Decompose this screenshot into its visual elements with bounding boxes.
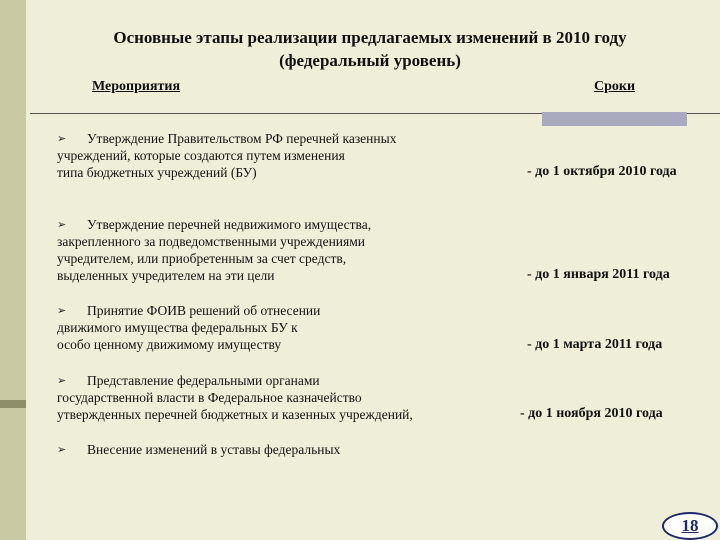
item-term: - до 1 октября 2010 года	[527, 164, 677, 179]
item-text-line: Принятие ФОИВ решений об отнесении	[87, 303, 321, 318]
column-header-terms: Сроки	[594, 79, 636, 94]
item-text-line: типа бюджетных учреждений (БУ)	[57, 165, 257, 180]
column-header-events: Мероприятия	[92, 79, 181, 94]
item-text-line: Внесение изменений в уставы федеральных	[87, 442, 341, 457]
item-text-line: утвержденных перечней бюджетных и казенных учреждений,	[57, 407, 413, 422]
arrow-bullet-icon: ➢	[57, 219, 67, 231]
item-text-line: Утверждение Правительством РФ перечней казенных	[87, 131, 397, 146]
item-text-line: учреждений, которые создаются путем изменения	[57, 148, 345, 163]
title-line-1: Основные этапы реализации предлагаемых изменений в 2010 году	[113, 28, 627, 47]
item-text-line: особо ценному движимому имуществу	[57, 337, 282, 352]
item-term: - до 1 января 2011 года	[527, 267, 670, 282]
list-item	[57, 302, 320, 353]
page-number-badge[interactable]: 18	[662, 512, 718, 540]
item-text-line: государственной власти в Федеральное казначейство	[57, 390, 362, 405]
left-decorative-bar	[0, 0, 26, 540]
item-term: - до 1 марта 2011 года	[527, 337, 663, 352]
arrow-bullet-icon: ➢	[57, 444, 67, 456]
item-text-line: Представление федеральными органами	[87, 373, 320, 388]
arrow-bullet-icon: ➢	[57, 375, 67, 387]
list-item	[57, 441, 340, 458]
item-text-line: закрепленного за подведомственными учреждениями	[57, 234, 366, 249]
item-text-line: учредителем, или приобретенным за счет средств,	[57, 251, 347, 266]
item-text-line: движимого имущества федеральных БУ к	[57, 320, 298, 335]
slide-title	[40, 26, 700, 72]
item-term: - до 1 ноября 2010 года	[520, 406, 663, 421]
header-accent-box	[542, 112, 687, 126]
item-text-line: выделенных учредителем на эти цели	[57, 268, 275, 283]
list-item	[57, 216, 371, 284]
item-text-line: Утверждение перечней недвижимого имущества,	[87, 217, 372, 232]
list-item	[57, 372, 413, 423]
arrow-bullet-icon: ➢	[57, 133, 67, 145]
list-item	[57, 130, 396, 181]
title-line-2: (федеральный уровень)	[279, 51, 461, 70]
left-bar-stripe	[0, 400, 26, 408]
arrow-bullet-icon: ➢	[57, 305, 67, 317]
